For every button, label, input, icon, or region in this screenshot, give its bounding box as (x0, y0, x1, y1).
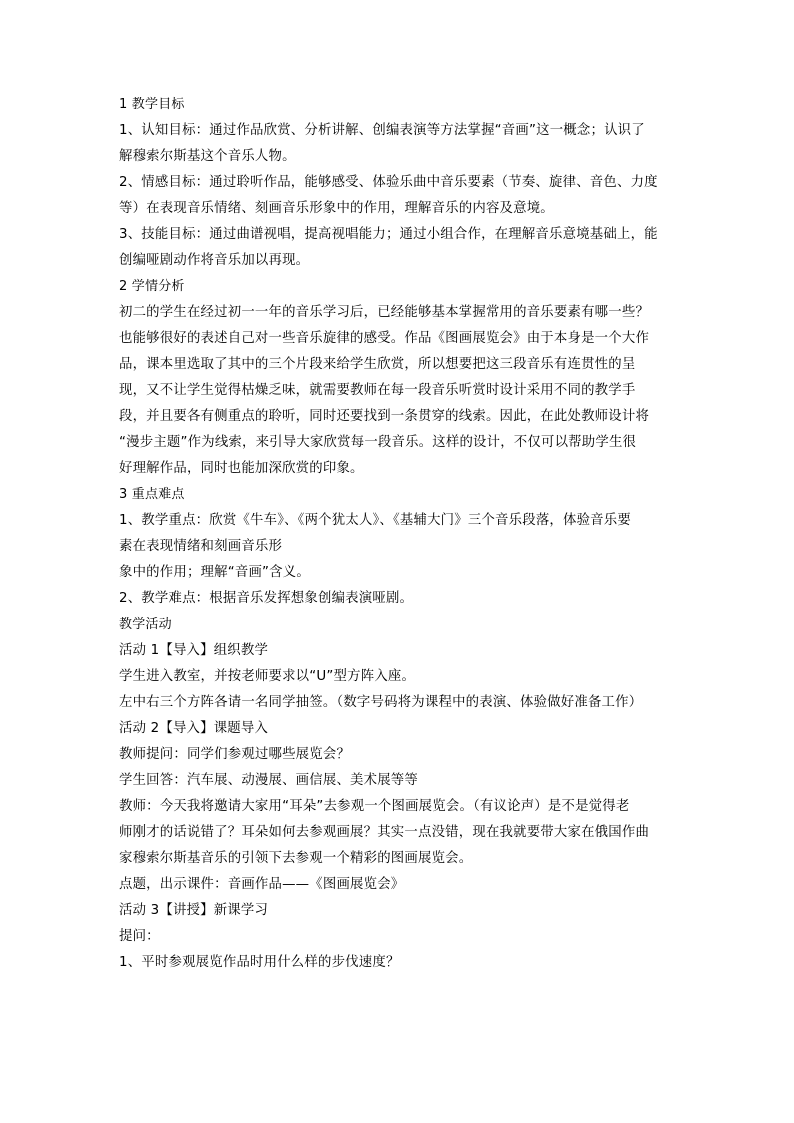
section-heading-student-analysis: 2 学情分析 (119, 279, 185, 294)
section-heading-key-points: 3 重点难点 (119, 487, 185, 502)
section-heading-teaching-goals: 1 教学目标 (119, 97, 185, 112)
paragraph-line: 3、技能目标：通过曲谱视唱，提高视唱能力；通过小组合作，在理解音乐意境基础上，能 (119, 227, 658, 242)
activity-heading: 活动 1【导入】组织教学 (119, 643, 269, 658)
paragraph-line: 点题，出示课件：音画作品——《图画展览会》 (119, 877, 405, 892)
paragraph-line: 家穆索尔斯基音乐的引领下去参观一个精彩的图画展览会。 (119, 851, 473, 866)
paragraph-line: 教师：今天我将邀请大家用“耳朵”去参观一个图画展览会。（有议论声）是不是觉得老 (119, 799, 630, 814)
document-body (119, 92, 679, 976)
paragraph-line: 象中的作用；理解“音画”含义。 (119, 565, 310, 580)
paragraph-line: 1、教学重点：欣赏《牛车》、《两个犹太人》、《基辅大门》三个音乐段落，体验音乐要 (119, 513, 631, 528)
paragraph-line: 品，课本里选取了其中的三个片段来给学生欣赏，所以想要把这三段音乐有连贯性的呈 (119, 357, 636, 372)
activity-heading: 活动 2【导入】课题导入 (119, 721, 269, 736)
section-heading-teaching-activities: 教学活动 (119, 617, 172, 632)
paragraph-line: 教师提问：同学们参观过哪些展览会？ (119, 747, 351, 762)
paragraph-line: 解穆索尔斯基这个音乐人物。 (119, 149, 296, 164)
paragraph-line: 创编哑剧动作将音乐加以再现。 (119, 253, 310, 268)
paragraph-line: 好理解作品，同时也能加深欣赏的印象。 (119, 461, 364, 476)
paragraph-line: 学生回答：汽车展、动漫展、画信展、美术展等等 (119, 773, 418, 788)
paragraph-line: 学生进入教室，并按老师要求以“U”型方阵入座。 (119, 669, 416, 684)
paragraph-line: 2、情感目标：通过聆听作品，能够感受、体验乐曲中音乐要素（节奏、旋律、音色、力度 (119, 175, 658, 190)
paragraph-line: 师刚才的话说错了？耳朵如何去参观画展？其实一点没错，现在我就要带大家在俄国作曲 (119, 825, 650, 840)
paragraph-line: 提问： (119, 929, 160, 944)
paragraph-line: 初二的学生在经过初一一年的音乐学习后，已经能够基本掌握常用的音乐要素有哪一些？ (119, 305, 650, 320)
paragraph-line: 现，又不让学生觉得枯燥乏味，就需要教师在每一段音乐听赏时设计采用不同的教学手 (119, 383, 636, 398)
activity-heading: 活动 3【讲授】新课学习 (119, 903, 269, 918)
paragraph-line: 1、平时参观展览作品时用什么样的步伐速度？ (119, 955, 400, 970)
paragraph-line: 素在表现情绪和刻画音乐形 (119, 539, 283, 554)
paragraph-line: 等）在表现音乐情绪、刻画音乐形象中的作用，理解音乐的内容及意境。 (119, 201, 554, 216)
paragraph-line: “漫步主题”作为线索，来引导大家欣赏每一段音乐。这样的设计，不仅可以帮助学生很 (119, 435, 637, 450)
paragraph-line: 段，并且要各有侧重点的聆听，同时还要找到一条贯穿的线索。因此，在此处教师设计将 (119, 409, 650, 424)
paragraph-line: 1、认知目标：通过作品欣赏、分析讲解、创编表演等方法掌握“音画”这一概念；认识了 (119, 123, 645, 138)
paragraph-line: 也能够很好的表述自己对一些音乐旋律的感受。作品《图画展览会》由于本身是一个大作 (119, 331, 650, 346)
paragraph-line: 2、教学难点：根据音乐发挥想象创编表演哑剧。 (119, 591, 414, 606)
paragraph-line: 左中右三个方阵各请一名同学抽签。（数字号码将为课程中的表演、体验做好准备工作） (119, 695, 643, 710)
